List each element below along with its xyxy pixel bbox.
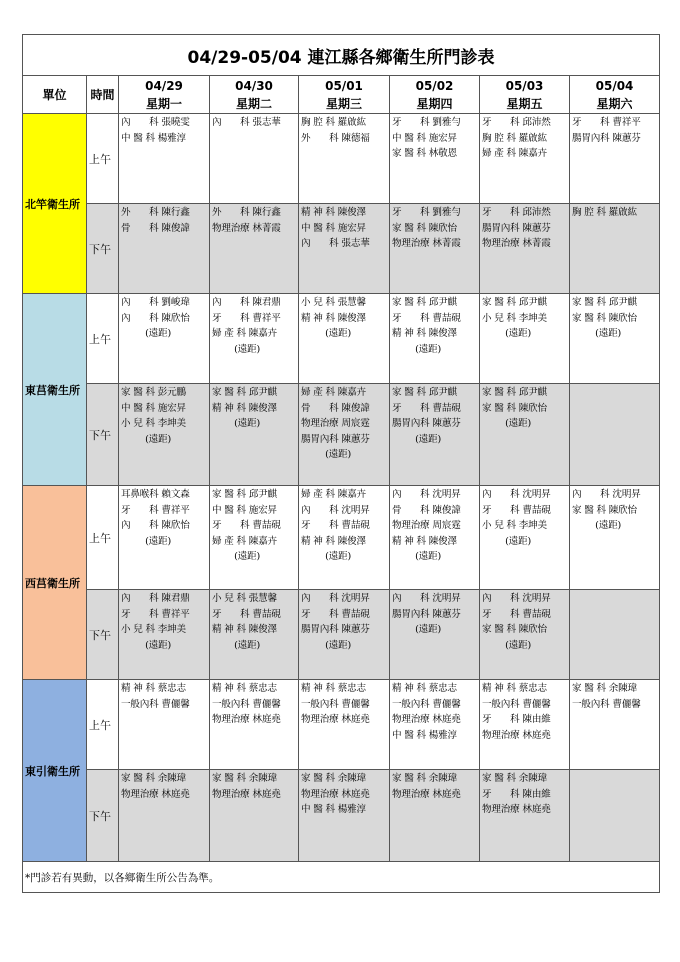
doctor-entry: 精 神 科 蔡忠志 [301,683,366,694]
doctor-entry: 小 兒 科 張慧馨 [301,297,366,308]
doctor-entry: 家 醫 科 余陳瑋 [392,773,457,784]
doctor-entry: 中 醫 科 施宏昇 [392,132,457,144]
doctor-entry: 內 科 張曉雯 [121,117,190,128]
doctor-entry: 中 醫 科 施宏昇 [121,402,186,414]
clinic-am-row [23,486,660,590]
remote-note: (遠距) [325,639,351,651]
doctor-entry: 腸胃內科 陳蕙芬 [301,624,370,635]
remote-note: (遠距) [234,418,260,429]
day-weekday: 星期三 [325,96,362,111]
doctor-entry: 中 醫 科 楊雅淳 [392,729,457,741]
time-header: 時間 [87,76,119,114]
doctor-entry: 內 科 沈明昇 [392,593,461,604]
schedule-cell [119,590,210,680]
doctor-entry: 牙 科 曹喆硯 [301,520,370,531]
footnote: *門診若有異動，以各鄉衛生所公告為準。 [23,862,660,893]
doctor-entry: 家 醫 科 陳欣怡 [572,504,637,516]
doctor-entry: 中 醫 科 施宏昇 [301,222,366,234]
doctor-entry: 精 神 科 陳俊澤 [392,328,457,339]
day-date: 04/29 [145,78,183,93]
schedule-cell [480,680,570,770]
doctor-entry: 內 科 張志華 [301,238,370,249]
doctor-entry: 物理治療 林庭堯 [301,788,370,800]
remote-note: (遠距) [415,551,441,562]
remote-note: (遠距) [505,639,531,651]
doctor-entry: 內 科 陳欣怡 [121,312,190,324]
unit-header: 單位 [23,76,87,114]
doctor-entry: 家 醫 科 林敬恩 [392,148,457,159]
clinic-am-row [23,114,660,204]
doctor-entry: 小 兒 科 李坤美 [482,520,547,531]
doctor-entry: 牙 科 劉雅勻 [392,117,461,128]
doctor-entry: 牙 科 曹喆硯 [482,504,551,516]
doctor-entry: 物理治療 林庭堯 [392,788,461,800]
remote-note: (遠距) [234,551,260,562]
schedule-cell [210,384,299,486]
doctor-entry: 內 科 陳君鼎 [212,297,281,308]
doctor-entry: 牙 科 曹喆硯 [212,520,281,531]
doctor-entry: 一般內科 曹儷馨 [121,698,190,710]
doctor-entry: 小 兒 科 李坤美 [482,312,547,324]
period-am: 上午 [87,294,119,384]
doctor-entry: 胸 腔 科 羅啟紘 [482,132,547,144]
schedule-cell [390,590,480,680]
remote-note: (遠距) [325,449,351,460]
doctor-entry: 家 醫 科 陳欣怡 [482,402,547,414]
doctor-entry: 胸 腔 科 羅啟紘 [572,207,637,218]
schedule-cell [299,294,390,384]
period-pm: 下午 [87,384,119,486]
schedule-cell [119,204,210,294]
clinic-name: 東引衛生所 [23,680,87,862]
clinic-pm-row [23,384,660,486]
remote-note: (遠距) [595,520,622,531]
day-weekday: 星期五 [506,96,543,111]
doctor-entry: 物理治療 林庭堯 [121,788,190,800]
period-am: 上午 [87,114,119,204]
period-am: 上午 [87,486,119,590]
doctor-entry: 中 醫 科 楊雅淳 [301,804,366,815]
doctor-entry: 牙 科 邱沛然 [482,207,551,218]
doctor-entry: 內 科 張志華 [212,117,281,128]
doctor-entry: 內 科 劉峻瑋 [121,297,190,308]
schedule-cell [570,680,660,770]
doctor-entry: 牙 科 曹喆硯 [482,608,551,620]
doctor-entry: 家 醫 科 余陳瑋 [301,773,366,784]
doctor-entry: 物理治療 林菁霞 [392,238,461,249]
doctor-entry: 家 醫 科 余陳瑋 [212,773,277,784]
doctor-entry: 內 科 陳君鼎 [121,593,190,604]
doctor-entry: 中 醫 科 施宏昇 [212,504,277,516]
doctor-entry: 物理治療 林庭堯 [392,714,461,725]
day-weekday: 星期六 [596,96,633,111]
schedule-cell [480,204,570,294]
clinic-pm-row [23,204,660,294]
clinic-name: 北竿衛生所 [23,114,87,294]
remote-note: (遠距) [234,343,260,355]
doctor-entry: 家 醫 科 陳欣怡 [392,222,457,234]
day-date: 05/02 [415,78,454,93]
schedule-cell [390,294,480,384]
doctor-entry: 小 兒 科 李坤美 [121,418,186,429]
schedule-cell [570,770,660,862]
doctor-entry: 牙 科 曹祥平 [212,312,281,324]
doctor-entry: 一般內科 曹儷馨 [301,698,370,710]
doctor-entry: 物理治療 林菁霞 [482,238,551,249]
doctor-entry: 婦 產 科 陳嘉卉 [212,328,277,339]
schedule-cell [480,486,570,590]
doctor-entry: 牙 科 陳由維 [482,714,551,725]
doctor-entry: 物理治療 林庭堯 [301,714,370,725]
doctor-entry: 腸胃內科 陳蕙芬 [482,222,551,234]
doctor-entry: 精 神 科 蔡忠志 [212,683,277,694]
schedule-cell [119,384,210,486]
schedule-cell [480,114,570,204]
schedule-cell [570,114,660,204]
remote-note: (遠距) [145,639,171,651]
doctor-entry: 一般內科 曹儷馨 [212,698,281,710]
doctor-entry: 牙 科 曹喆硯 [212,608,281,620]
day-header [119,76,210,114]
day-date: 05/03 [505,78,544,93]
remote-note: (遠距) [145,535,171,547]
doctor-entry: 腸胃內科 陳蕙芬 [572,132,641,144]
doctor-entry: 物理治療 林庭堯 [212,714,281,725]
day-header [299,76,390,114]
day-date: 04/30 [235,78,273,93]
doctor-entry: 內 科 沈明昇 [301,593,370,604]
schedule-cell [299,770,390,862]
schedule-cell [299,204,390,294]
day-weekday: 星期四 [416,96,453,111]
schedule-cell [119,294,210,384]
schedule-cell [299,680,390,770]
schedule-cell [390,204,480,294]
period-pm: 下午 [87,590,119,680]
doctor-entry: 腸胃內科 陳蕙芬 [301,433,370,445]
doctor-entry: 牙 科 陳由維 [482,788,551,800]
clinic-am-row [23,294,660,384]
schedule-cell [480,294,570,384]
doctor-entry: 精 神 科 陳俊澤 [212,624,277,635]
doctor-entry: 小 兒 科 李坤美 [121,624,186,635]
doctor-entry: 精 神 科 陳俊澤 [301,535,366,547]
doctor-entry: 牙 科 曹祥平 [121,608,190,620]
schedule-cell [570,590,660,680]
doctor-entry: 婦 產 科 陳嘉卉 [212,535,277,547]
remote-note: (遠距) [415,343,441,355]
doctor-entry: 內 科 沈明昇 [392,489,461,500]
schedule-cell [119,680,210,770]
doctor-entry: 物理治療 林庭堯 [482,729,551,741]
doctor-entry: 家 醫 科 陳欣怡 [572,312,637,324]
remote-note: (遠距) [145,328,171,339]
remote-note: (遠距) [505,535,531,547]
period-am: 上午 [87,680,119,770]
schedule-cell [390,680,480,770]
schedule-cell [299,590,390,680]
doctor-entry: 家 醫 科 邱尹麒 [392,387,457,398]
doctor-entry: 內 科 沈明昇 [482,489,551,500]
doctor-entry: 外 科 陳行鑫 [212,207,281,218]
remote-note: (遠距) [234,639,260,651]
doctor-entry: 胸 腔 科 羅啟紘 [301,117,366,128]
doctor-entry: 骨 科 陳俊諱 [392,504,461,516]
schedule-cell [210,204,299,294]
clinic-rows [23,114,660,862]
doctor-entry: 一般內科 曹儷馨 [572,698,641,710]
remote-note: (遠距) [505,328,531,339]
doctor-entry: 精 神 科 陳俊澤 [301,312,366,324]
doctor-entry: 物理治療 周宸霆 [301,418,370,429]
schedule-cell [570,384,660,486]
schedule-cell [299,114,390,204]
doctor-entry: 家 醫 科 余陳瑋 [572,683,637,694]
clinic-schedule-table [22,34,660,893]
doctor-entry: 內 科 沈明昇 [301,504,370,516]
clinic-am-row [23,680,660,770]
doctor-entry: 小 兒 科 張慧馨 [212,593,277,604]
remote-note: (遠距) [325,328,351,339]
schedule-cell [390,770,480,862]
schedule-cell [480,384,570,486]
doctor-entry: 物理治療 林庭堯 [482,804,551,815]
schedule-cell [570,486,660,590]
doctor-entry: 物理治療 周宸霆 [392,520,461,531]
clinic-pm-row [23,770,660,862]
doctor-entry: 一般內科 曹儷馨 [482,698,551,710]
remote-note: (遠距) [145,433,171,445]
doctor-entry: 耳鼻喉科 賴文森 [121,489,190,500]
clinic-pm-row [23,590,660,680]
day-header [570,76,660,114]
doctor-entry: 婦 產 科 陳嘉卉 [482,148,547,159]
schedule-cell [570,294,660,384]
doctor-entry: 牙 科 曹喆硯 [392,402,461,414]
doctor-entry: 家 醫 科 邱尹麒 [392,297,457,308]
doctor-entry: 骨 科 陳俊諱 [301,402,370,414]
doctor-entry: 內 科 沈明昇 [482,593,551,604]
doctor-entry: 內 科 陳欣怡 [121,520,190,531]
page-title: 04/29-05/04 連江縣各鄉衛生所門診表 [23,35,660,76]
doctor-entry: 精 神 科 陳俊澤 [212,402,277,414]
schedule-cell [299,384,390,486]
schedule-cell [210,486,299,590]
doctor-entry: 內 科 沈明昇 [572,489,641,500]
doctor-entry: 精 神 科 陳俊澤 [301,207,366,218]
remote-note: (遠距) [325,551,351,562]
schedule-cell [210,590,299,680]
doctor-entry: 物理治療 林菁霞 [212,222,281,234]
remote-note: (遠距) [595,328,622,339]
doctor-entry: 家 醫 科 彭元鵬 [121,387,186,398]
doctor-entry: 牙 科 曹祥平 [121,504,190,516]
remote-note: (遠距) [505,418,531,429]
day-header [210,76,299,114]
day-weekday: 星期一 [145,96,182,111]
schedule-cell [119,114,210,204]
doctor-entry: 牙 科 劉雅勻 [392,207,461,218]
remote-note: (遠距) [415,624,441,635]
doctor-entry: 牙 科 邱沛然 [482,117,551,128]
doctor-entry: 精 神 科 蔡忠志 [121,683,186,694]
doctor-entry: 家 醫 科 邱尹麒 [482,387,547,398]
day-header [390,76,480,114]
day-weekday: 星期二 [235,96,272,111]
schedule-cell [210,294,299,384]
schedule-cell [210,770,299,862]
schedule-cell [210,680,299,770]
doctor-entry: 中 醫 科 楊雅淳 [121,132,186,144]
doctor-entry: 婦 產 科 陳嘉卉 [301,489,366,500]
doctor-entry: 家 醫 科 邱尹麒 [212,387,277,398]
schedule-cell [390,486,480,590]
doctor-entry: 牙 科 曹喆硯 [392,312,461,324]
clinic-name: 東莒衛生所 [23,294,87,486]
doctor-entry: 腸胃內科 陳蕙芬 [392,418,461,429]
doctor-entry: 腸胃內科 陳蕙芬 [392,608,461,620]
doctor-entry: 家 醫 科 邱尹麒 [572,297,637,308]
doctor-entry: 物理治療 林庭堯 [212,788,281,800]
doctor-entry: 骨 科 陳俊諱 [121,222,190,234]
schedule-cell [390,384,480,486]
doctor-entry: 精 神 科 陳俊澤 [392,535,457,547]
doctor-entry: 家 醫 科 余陳瑋 [121,773,186,784]
schedule-cell [119,770,210,862]
schedule-cell [480,590,570,680]
doctor-entry: 牙 科 曹喆硯 [301,608,370,620]
doctor-entry: 外 科 陳德福 [301,132,370,144]
doctor-entry: 婦 產 科 陳嘉卉 [301,387,366,398]
doctor-entry: 家 醫 科 余陳瑋 [482,773,547,784]
day-date: 05/01 [325,78,363,93]
doctor-entry: 家 醫 科 邱尹麒 [482,297,547,308]
doctor-entry: 一般內科 曹儷馨 [392,698,461,710]
schedule-cell [210,114,299,204]
doctor-entry: 家 醫 科 陳欣怡 [482,624,547,635]
doctor-entry: 精 神 科 蔡忠志 [392,683,457,694]
doctor-entry: 家 醫 科 邱尹麒 [212,489,277,500]
period-pm: 下午 [87,770,119,862]
schedule-cell [299,486,390,590]
schedule-cell [480,770,570,862]
schedule-cell [119,486,210,590]
doctor-entry: 牙 科 曹祥平 [572,117,641,128]
clinic-name: 西莒衛生所 [23,486,87,680]
schedule-cell [390,114,480,204]
schedule-cell [570,204,660,294]
period-pm: 下午 [87,204,119,294]
day-date: 05/04 [595,78,634,93]
doctor-entry: 精 神 科 蔡忠志 [482,683,547,694]
day-header [480,76,570,114]
doctor-entry: 外 科 陳行鑫 [121,207,190,218]
remote-note: (遠距) [415,433,441,445]
